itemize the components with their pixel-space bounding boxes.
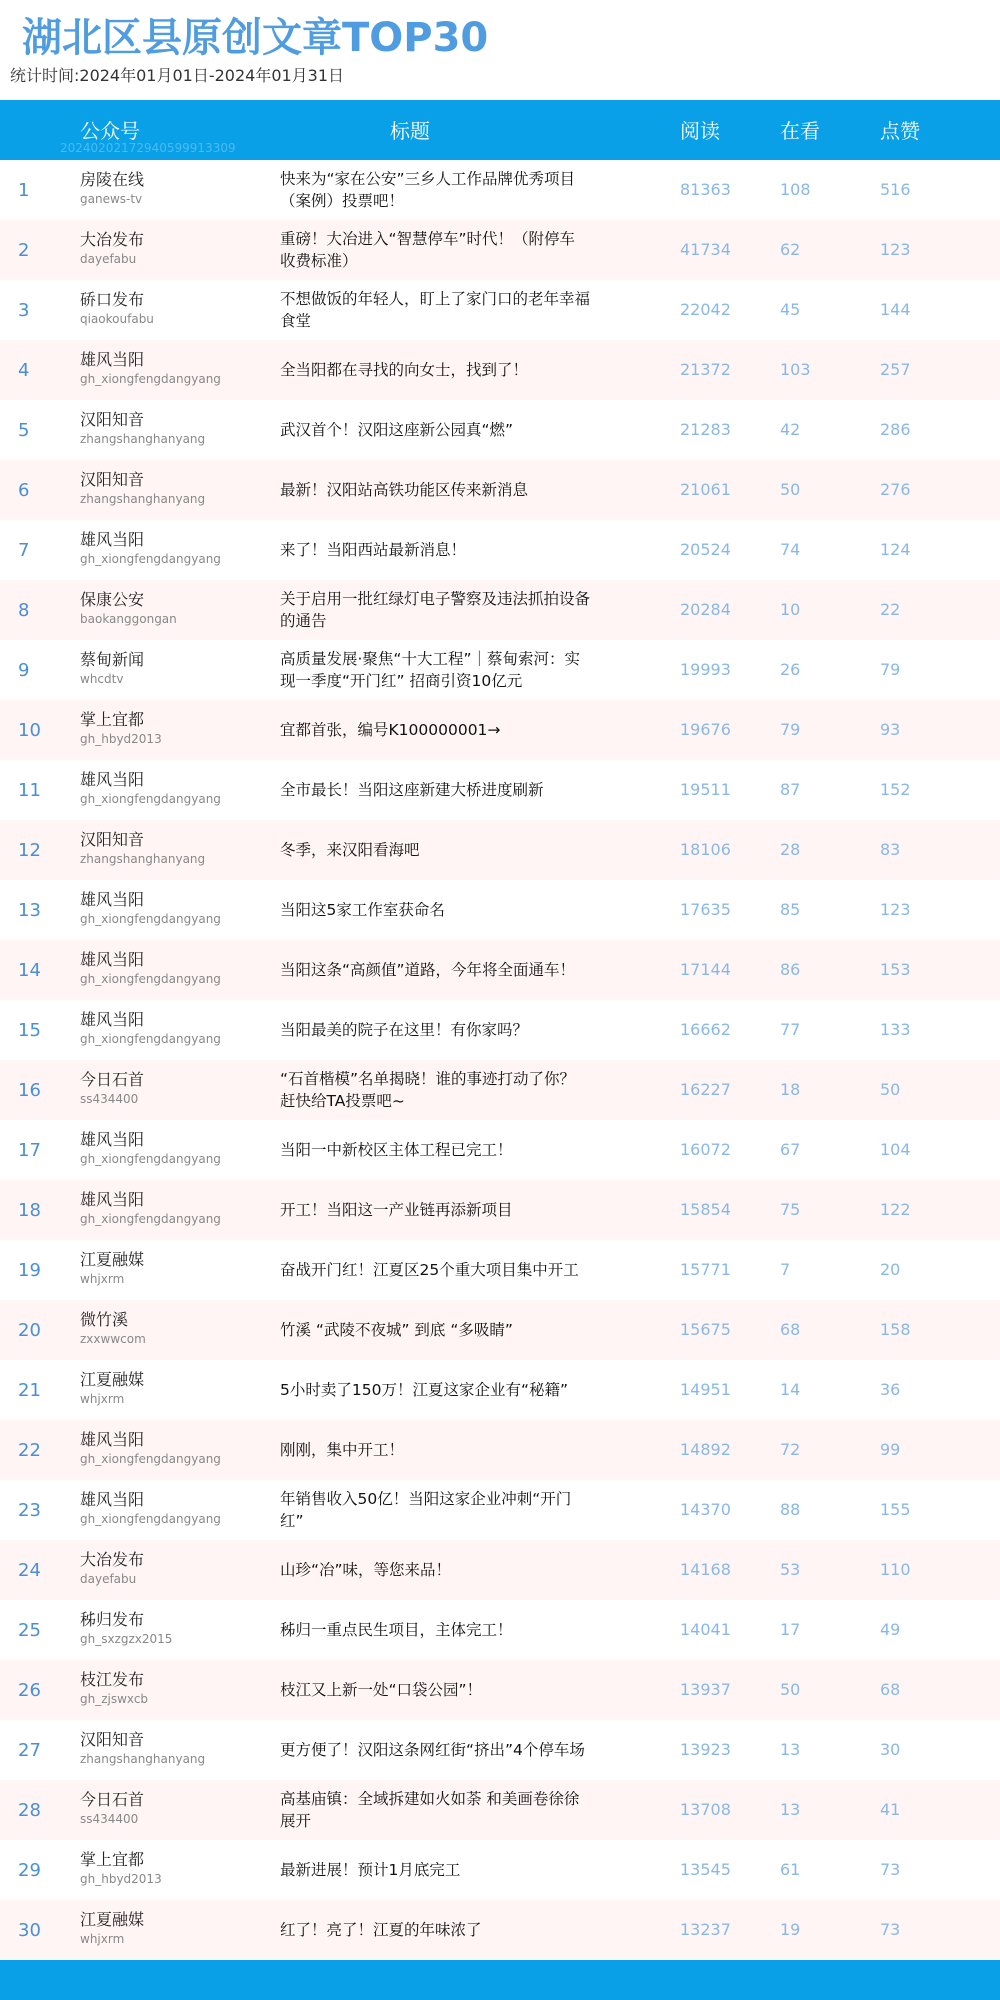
like-count: 124 — [880, 540, 911, 559]
account-cell — [80, 1009, 221, 1047]
account-id: gh_xiongfengdangyang — [80, 1452, 221, 1466]
account-name: 雄风当阳 — [80, 1130, 145, 1149]
account-name: 蔡甸新闻 — [80, 650, 145, 669]
account-name: 江夏融媒 — [80, 1250, 145, 1269]
watch-count: 88 — [780, 1500, 801, 1519]
like-count: 286 — [880, 420, 911, 439]
article-title[interactable]: 宜都首张，编号K100000001→ — [280, 721, 501, 739]
rank-number: 13 — [18, 900, 41, 921]
account-cell — [80, 1909, 144, 1947]
account-id: gh_xiongfengdangyang — [80, 912, 221, 926]
watch-count: 50 — [780, 480, 801, 499]
account-name: 今日石首 — [80, 1790, 145, 1809]
account-cell — [80, 1129, 221, 1167]
table-row[interactable] — [0, 1720, 1000, 1780]
like-count: 73 — [880, 1860, 901, 1879]
footer-bar — [0, 1960, 1000, 2000]
column-header-watch: 在看 — [780, 119, 820, 143]
account-id: gh_xiongfengdangyang — [80, 1512, 221, 1526]
like-count: 30 — [880, 1740, 901, 1759]
account-name: 雄风当阳 — [80, 1490, 145, 1509]
article-title[interactable]: 重磅！大冶进入“智慧停车”时代！（附停车收费标准） — [280, 230, 576, 270]
account-name: 雄风当阳 — [80, 950, 145, 969]
read-count: 14951 — [680, 1380, 731, 1399]
account-cell — [80, 529, 221, 567]
page-header — [0, 0, 1000, 100]
watch-count: 42 — [780, 420, 801, 439]
watch-count: 7 — [780, 1260, 791, 1279]
account-cell — [80, 1189, 221, 1227]
article-title[interactable]: 不想做饭的年轻人，盯上了家门口的老年幸福食堂 — [280, 290, 591, 330]
account-id: whjxrm — [80, 1272, 125, 1286]
like-count: 79 — [880, 660, 901, 679]
read-count: 17635 — [680, 900, 731, 919]
statistics-period: 统计时间:2024年01月01日-2024年01月31日 — [10, 66, 345, 85]
read-count: 13545 — [680, 1860, 731, 1879]
account-cell — [80, 1849, 162, 1887]
like-count: 73 — [880, 1920, 901, 1939]
account-id: dayefabu — [80, 1572, 137, 1586]
like-count: 49 — [880, 1620, 901, 1639]
read-count: 21283 — [680, 420, 731, 439]
account-id: gh_xiongfengdangyang — [80, 1212, 221, 1226]
account-id: zhangshanghanyang — [80, 852, 206, 866]
account-cell — [80, 1789, 144, 1827]
account-cell — [80, 769, 221, 807]
watch-count: 86 — [780, 960, 801, 979]
account-name: 微竹溪 — [80, 1310, 129, 1329]
account-cell — [80, 1309, 146, 1347]
account-cell — [80, 649, 144, 687]
table-row[interactable] — [0, 280, 1000, 340]
like-count: 99 — [880, 1440, 901, 1459]
table-row[interactable] — [0, 1480, 1000, 1540]
column-header-account: 公众号 — [80, 119, 140, 143]
rank-number: 24 — [18, 1560, 41, 1581]
article-title[interactable]: 当阳这条“高颜值”道路，今年将全面通车！ — [280, 961, 576, 979]
account-name: 汉阳知音 — [80, 830, 145, 849]
table-row[interactable] — [0, 1900, 1000, 1960]
watch-count: 79 — [780, 720, 801, 739]
article-title[interactable]: 年销售收入50亿！当阳这家企业冲刺“开门红” — [280, 1490, 572, 1530]
account-id: gh_hbyd2013 — [80, 1872, 162, 1886]
rank-number: 9 — [18, 660, 30, 681]
ranking-table — [0, 160, 1000, 1960]
watch-count: 68 — [780, 1320, 801, 1339]
read-count: 15854 — [680, 1200, 731, 1219]
watch-count: 87 — [780, 780, 801, 799]
account-id: gh_xiongfengdangyang — [80, 372, 221, 386]
like-count: 122 — [880, 1200, 911, 1219]
account-name: 大冶发布 — [80, 230, 145, 249]
watch-count: 13 — [780, 1800, 801, 1819]
account-name: 枝江发布 — [80, 1670, 145, 1689]
account-id: gh_xiongfengdangyang — [80, 792, 221, 806]
rank-number: 8 — [18, 600, 30, 621]
article-title[interactable]: 最新进展！预计1月底完工 — [280, 1861, 461, 1879]
like-count: 257 — [880, 360, 911, 379]
article-title[interactable]: 5小时卖了150万！江夏这家企业有“秘籍” — [280, 1381, 569, 1399]
table-row[interactable] — [0, 1240, 1000, 1300]
read-count: 17144 — [680, 960, 731, 979]
account-name: 保康公安 — [80, 590, 145, 609]
table-row[interactable] — [0, 220, 1000, 280]
account-cell — [80, 1489, 221, 1527]
rank-number: 21 — [18, 1380, 41, 1401]
watch-count: 45 — [780, 300, 801, 319]
read-count: 13937 — [680, 1680, 731, 1699]
rank-number: 7 — [18, 540, 30, 561]
rank-number: 5 — [18, 420, 30, 441]
read-count: 14370 — [680, 1500, 731, 1519]
table-header — [0, 100, 1000, 160]
column-header-like: 点赞 — [880, 119, 920, 143]
watch-count: 50 — [780, 1680, 801, 1699]
like-count: 144 — [880, 300, 911, 319]
report-code: 20240202172940599913309 — [60, 141, 236, 155]
account-id: ss434400 — [80, 1812, 139, 1826]
article-title[interactable]: 更方便了！汉阳这条网红街“挤出”4个停车场 — [280, 1741, 585, 1759]
watch-count: 28 — [780, 840, 801, 859]
account-name: 汉阳知音 — [80, 470, 145, 489]
account-name: 秭归发布 — [80, 1610, 145, 1629]
table-row[interactable] — [0, 1180, 1000, 1240]
account-id: zhangshanghanyang — [80, 432, 206, 446]
table-row[interactable] — [0, 520, 1000, 580]
table-row[interactable] — [0, 580, 1000, 640]
account-id: whjxrm — [80, 1392, 125, 1406]
rank-number: 30 — [18, 1920, 41, 1941]
like-count: 36 — [880, 1380, 901, 1399]
article-title[interactable]: 当阳这5家工作室获命名 — [280, 901, 445, 919]
rank-number: 10 — [18, 720, 41, 741]
account-name: 掌上宜都 — [80, 1850, 145, 1869]
rank-number: 4 — [18, 360, 30, 381]
watch-count: 62 — [780, 240, 801, 259]
watch-count: 67 — [780, 1140, 801, 1159]
account-name: 掌上宜都 — [80, 710, 145, 729]
account-cell — [80, 709, 162, 747]
like-count: 123 — [880, 240, 911, 259]
read-count: 21372 — [680, 360, 731, 379]
account-name: 今日石首 — [80, 1070, 145, 1089]
article-title[interactable]: “石首楷模”名单揭晓！谁的事迹打动了你？赶快给TA投票吧~ — [280, 1070, 576, 1110]
rank-number: 19 — [18, 1260, 41, 1281]
account-cell — [80, 1729, 205, 1767]
rank-number: 1 — [18, 180, 30, 201]
rank-number: 11 — [18, 780, 41, 801]
account-id: whcdtv — [80, 672, 124, 686]
read-count: 81363 — [680, 180, 731, 199]
like-count: 110 — [880, 1560, 911, 1579]
watch-count: 26 — [780, 660, 801, 679]
watch-count: 77 — [780, 1020, 801, 1039]
watch-count: 85 — [780, 900, 801, 919]
account-name: 雄风当阳 — [80, 530, 145, 549]
watch-count: 17 — [780, 1620, 801, 1639]
read-count: 15675 — [680, 1320, 731, 1339]
article-title[interactable]: 高质量发展·聚焦“十大工程”｜蔡甸索河：实现一季度“开门红” 招商引资10亿元 — [280, 650, 580, 690]
account-id: zhangshanghanyang — [80, 492, 206, 506]
like-count: 152 — [880, 780, 911, 799]
read-count: 22042 — [680, 300, 731, 319]
article-title[interactable]: 冬季，来汉阳看海吧 — [280, 841, 420, 859]
watch-count: 108 — [780, 180, 811, 199]
account-name: 房陵在线 — [80, 170, 145, 189]
watch-count: 10 — [780, 600, 801, 619]
watch-count: 14 — [780, 1380, 801, 1399]
rank-number: 12 — [18, 840, 41, 861]
watch-count: 19 — [780, 1920, 801, 1939]
read-count: 13923 — [680, 1740, 731, 1759]
read-count: 19511 — [680, 780, 731, 799]
account-id: dayefabu — [80, 252, 137, 266]
page-title: 湖北区县原创文章TOP30 — [22, 15, 489, 61]
read-count: 21061 — [680, 480, 731, 499]
account-name: 汉阳知音 — [80, 410, 145, 429]
account-id: gh_xiongfengdangyang — [80, 552, 221, 566]
account-name: 雄风当阳 — [80, 350, 145, 369]
rank-number: 6 — [18, 480, 30, 501]
table-row[interactable] — [0, 940, 1000, 1000]
table-row[interactable] — [0, 760, 1000, 820]
read-count: 20524 — [680, 540, 731, 559]
account-cell — [80, 469, 205, 507]
read-count: 19676 — [680, 720, 731, 739]
like-count: 68 — [880, 1680, 901, 1699]
rank-number: 20 — [18, 1320, 41, 1341]
read-count: 20284 — [680, 600, 731, 619]
account-name: 大冶发布 — [80, 1550, 145, 1569]
table-row[interactable] — [0, 1120, 1000, 1180]
read-count: 14041 — [680, 1620, 731, 1639]
read-count: 18106 — [680, 840, 731, 859]
like-count: 153 — [880, 960, 911, 979]
like-count: 104 — [880, 1140, 911, 1159]
table-row[interactable] — [0, 460, 1000, 520]
table-row[interactable] — [0, 700, 1000, 760]
table-row[interactable] — [0, 1840, 1000, 1900]
article-title[interactable]: 枝江又上新一处“口袋公园”！ — [280, 1681, 483, 1699]
account-cell — [80, 829, 205, 867]
rank-number: 28 — [18, 1800, 41, 1821]
rank-number: 17 — [18, 1140, 41, 1161]
rank-number: 23 — [18, 1500, 41, 1521]
like-count: 20 — [880, 1260, 901, 1279]
table-row[interactable] — [0, 400, 1000, 460]
like-count: 93 — [880, 720, 901, 739]
article-title[interactable]: 山珍“冶”味，等您来品！ — [280, 1561, 452, 1579]
table-row[interactable] — [0, 1360, 1000, 1420]
watch-count: 74 — [780, 540, 801, 559]
table-row[interactable] — [0, 1780, 1000, 1840]
table-row[interactable] — [0, 1300, 1000, 1360]
account-id: gh_zjswxcb — [80, 1692, 149, 1706]
account-cell — [80, 409, 205, 447]
account-id: qiaokoufabu — [80, 312, 154, 326]
account-name: 雄风当阳 — [80, 770, 145, 789]
account-id: gh_xiongfengdangyang — [80, 1152, 221, 1166]
table-row[interactable] — [0, 1420, 1000, 1480]
account-id: baokanggongan — [80, 612, 177, 626]
account-name: 江夏融媒 — [80, 1910, 145, 1929]
account-name: 雄风当阳 — [80, 890, 145, 909]
rank-number: 2 — [18, 240, 30, 261]
like-count: 123 — [880, 900, 911, 919]
column-header-title: 标题 — [390, 119, 430, 143]
account-name: 雄风当阳 — [80, 1190, 145, 1209]
watch-count: 61 — [780, 1860, 801, 1879]
table-row[interactable] — [0, 640, 1000, 700]
like-count: 133 — [880, 1020, 911, 1039]
table-row[interactable] — [0, 160, 1000, 220]
like-count: 158 — [880, 1320, 911, 1339]
account-cell — [80, 589, 177, 627]
article-title[interactable]: 来了！当阳西站最新消息！ — [280, 541, 467, 559]
account-cell — [80, 1069, 144, 1107]
article-title[interactable]: 全市最长！当阳这座新建大桥进度刷新 — [280, 781, 544, 799]
read-count: 14168 — [680, 1560, 731, 1579]
like-count: 22 — [880, 600, 901, 619]
watch-count: 75 — [780, 1200, 801, 1219]
account-cell — [80, 1549, 144, 1587]
article-title[interactable]: 刚刚，集中开工！ — [280, 1441, 405, 1459]
account-id: gh_sxzgzx2015 — [80, 1632, 173, 1646]
account-cell — [80, 229, 144, 267]
account-name: 江夏融媒 — [80, 1370, 145, 1389]
account-id: gh_xiongfengdangyang — [80, 1032, 221, 1046]
account-name: 雄风当阳 — [80, 1010, 145, 1029]
like-count: 276 — [880, 480, 911, 499]
account-cell — [80, 169, 144, 207]
account-id: gh_hbyd2013 — [80, 732, 162, 746]
account-cell — [80, 349, 221, 387]
account-id: ganews-tv — [80, 192, 143, 206]
like-count: 83 — [880, 840, 901, 859]
account-name: 雄风当阳 — [80, 1430, 145, 1449]
article-title[interactable]: 奋战开门红！江夏区25个重大项目集中开工 — [280, 1261, 579, 1279]
rank-number: 14 — [18, 960, 41, 981]
article-title[interactable]: 当阳最美的院子在这里！有你家吗？ — [280, 1021, 529, 1039]
article-title[interactable]: 关于启用一批红绿灯电子警察及违法抓拍设备的通告 — [280, 590, 591, 630]
rank-number: 18 — [18, 1200, 41, 1221]
like-count: 516 — [880, 180, 911, 199]
account-cell — [80, 949, 221, 987]
read-count: 16662 — [680, 1020, 731, 1039]
table-row[interactable] — [0, 340, 1000, 400]
account-cell — [80, 1669, 148, 1707]
account-name: 汉阳知音 — [80, 1730, 145, 1749]
rank-number: 3 — [18, 300, 30, 321]
rank-number: 26 — [18, 1680, 41, 1701]
rank-number: 25 — [18, 1620, 41, 1641]
account-name: 硚口发布 — [80, 290, 145, 309]
read-count: 14892 — [680, 1440, 731, 1459]
read-count: 16072 — [680, 1140, 731, 1159]
rank-number: 16 — [18, 1080, 41, 1101]
account-id: zxxwwcom — [80, 1332, 146, 1346]
account-id: gh_xiongfengdangyang — [80, 972, 221, 986]
table-row[interactable] — [0, 1000, 1000, 1060]
account-cell — [80, 889, 221, 927]
article-title[interactable]: 当阳一中新校区主体工程已完工！ — [280, 1141, 513, 1159]
article-title[interactable]: 高基庙镇：全域拆建如火如荼 和美画卷徐徐展开 — [280, 1790, 580, 1830]
watch-count: 18 — [780, 1080, 801, 1099]
watch-count: 13 — [780, 1740, 801, 1759]
table-row[interactable] — [0, 880, 1000, 940]
watch-count: 72 — [780, 1440, 801, 1459]
article-title[interactable]: 开工！当阳这一产业链再添新项目 — [280, 1201, 513, 1219]
like-count: 155 — [880, 1500, 911, 1519]
rank-number: 22 — [18, 1440, 41, 1461]
like-count: 41 — [880, 1800, 901, 1819]
account-id: zhangshanghanyang — [80, 1752, 206, 1766]
article-title[interactable]: 全当阳都在寻找的向女士，找到了！ — [280, 361, 529, 379]
account-cell — [80, 1429, 221, 1467]
table-row[interactable] — [0, 1540, 1000, 1600]
account-cell — [80, 289, 154, 327]
article-title[interactable]: 快来为“家在公安”三乡人工作品牌优秀项目（案例）投票吧！ — [280, 170, 576, 210]
read-count: 16227 — [680, 1080, 731, 1099]
account-cell — [80, 1249, 144, 1287]
read-count: 13708 — [680, 1800, 731, 1819]
article-title[interactable]: 武汉首个！汉阳这座新公园真“燃” — [280, 421, 514, 439]
table-row[interactable] — [0, 1660, 1000, 1720]
account-id: whjxrm — [80, 1932, 125, 1946]
article-title[interactable]: 红了！亮了！江夏的年味浓了 — [280, 1921, 482, 1939]
read-count: 15771 — [680, 1260, 731, 1279]
read-count: 41734 — [680, 240, 731, 259]
table-row[interactable] — [0, 1060, 1000, 1120]
like-count: 50 — [880, 1080, 901, 1099]
article-title[interactable]: 秭归一重点民生项目，主体完工！ — [280, 1621, 513, 1639]
rank-number: 29 — [18, 1860, 41, 1881]
watch-count: 53 — [780, 1560, 801, 1579]
read-count: 13237 — [680, 1920, 731, 1939]
watch-count: 103 — [780, 360, 811, 379]
read-count: 19993 — [680, 660, 731, 679]
rank-number: 27 — [18, 1740, 41, 1761]
account-cell — [80, 1609, 172, 1647]
account-id: ss434400 — [80, 1092, 139, 1106]
column-header-read: 阅读 — [680, 119, 720, 143]
article-title[interactable]: 竹溪 “武陵不夜城” 到底 “多吸睛” — [280, 1321, 513, 1339]
article-title[interactable]: 最新！汉阳站高铁功能区传来新消息 — [280, 481, 529, 499]
rank-number: 15 — [18, 1020, 41, 1041]
table-row[interactable] — [0, 1600, 1000, 1660]
table-row[interactable] — [0, 820, 1000, 880]
account-cell — [80, 1369, 144, 1407]
